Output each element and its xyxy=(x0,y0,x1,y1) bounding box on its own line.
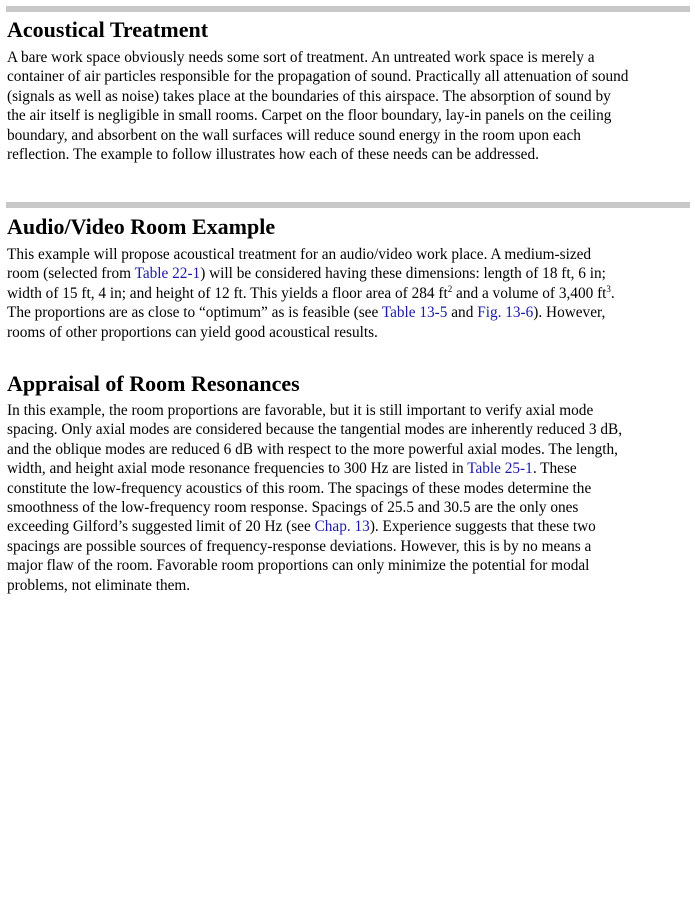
paragraph-appraisal-of-room-resonances xyxy=(7,401,695,595)
text-line: major flaw of the room. Favorable room proportions can only minimize the potential for modal xyxy=(7,557,590,575)
text-run: width, and height axial mode resonance frequencies to 300 Hz are listed in xyxy=(7,460,468,478)
text-line xyxy=(7,284,695,303)
text-line: spacings are possible sources of frequency-response deviations. However, this is by no means a xyxy=(7,537,592,555)
link-fig-13-6[interactable]: Fig. 13-6 xyxy=(477,304,534,322)
superscript-cubed: 3 xyxy=(606,283,611,294)
text-line: boundary, and absorbent on the wall surfaces will reduce sound energy in the room upon each xyxy=(7,126,581,144)
text-run: ). However, xyxy=(533,304,606,322)
superscript-squared: 2 xyxy=(447,283,453,294)
text-run: exceeding Gilford’s suggested limit of 20 Hz (see xyxy=(7,518,315,536)
text-run: and a volume of 3,400 ft xyxy=(452,284,607,302)
text-run: room (selected from xyxy=(7,265,135,283)
heading-appraisal-of-room-resonances: Appraisal of Room Resonances xyxy=(7,371,300,396)
text-line xyxy=(7,264,695,283)
text-line: (signals as well as noise) takes place at the boundaries of this airspace. The absorption of sound by xyxy=(7,87,611,105)
text-line: spacing. Only axial modes are considered because the tangential modes are inherently reduced 3 dB, xyxy=(7,421,623,439)
heading-audio-video-room-example: Audio/Video Room Example xyxy=(7,214,276,239)
section-divider xyxy=(6,202,690,208)
text-run: The proportions are as close to “optimum” as is feasible (see xyxy=(7,304,382,322)
text-run: . xyxy=(610,284,615,302)
text-line: constitute the low-frequency acoustics of this room. The spacings of these modes determine the xyxy=(7,479,592,497)
paragraph-acoustical-treatment xyxy=(7,48,695,164)
link-chap-13[interactable]: Chap. 13 xyxy=(314,518,370,536)
text-line xyxy=(7,303,695,322)
text-line: In this example, the room proportions are favorable, but it is still important to verify axial mode xyxy=(7,402,594,419)
heading-acoustical-treatment: Acoustical Treatment xyxy=(7,17,209,42)
link-table-22-1[interactable]: Table 22-1 xyxy=(134,265,201,283)
text-line: and the oblique modes are reduced 6 dB with respect to the more powerful axial modes. The length, xyxy=(7,440,618,458)
text-run: ) will be considered having these dimensions: length of 18 ft, 6 in; xyxy=(200,265,606,283)
text-run: ). Experience suggests that these two xyxy=(369,518,596,536)
text-run: and xyxy=(447,304,478,322)
link-table-25-1[interactable]: Table 25-1 xyxy=(467,460,533,478)
text-line: A bare work space obviously needs some sort of treatment. An untreated work space is merely a xyxy=(7,49,595,66)
text-line: smoothness of the low-frequency room response. Spacings of 25.5 and 30.5 are the only ones xyxy=(7,499,579,517)
paragraph-audio-video-room-example xyxy=(7,245,695,342)
text-line: problems, not eliminate them. xyxy=(7,576,191,594)
link-table-13-5[interactable]: Table 13-5 xyxy=(381,304,448,322)
text-line xyxy=(7,459,695,478)
text-line: container of air particles responsible for the propagation of sound. Practically all attenuation of sound xyxy=(7,68,629,86)
text-line: This example will propose acoustical treatment for an audio/video work place. A medium-sized xyxy=(7,246,592,263)
text-line xyxy=(7,517,695,536)
text-line: the air itself is negligible in small rooms. Carpet on the floor boundary, lay-in panels on the ceiling xyxy=(7,107,612,125)
text-run: . These xyxy=(532,460,577,478)
text-line: rooms of other proportions can yield good acoustical results. xyxy=(7,323,378,341)
text-run: width of 15 ft, 4 in; and height of 12 ft. This yields a floor area of 284 ft xyxy=(7,284,448,302)
section-divider xyxy=(6,6,690,12)
text-line: reflection. The example to follow illustrates how each of these needs can be addressed. xyxy=(7,146,539,164)
